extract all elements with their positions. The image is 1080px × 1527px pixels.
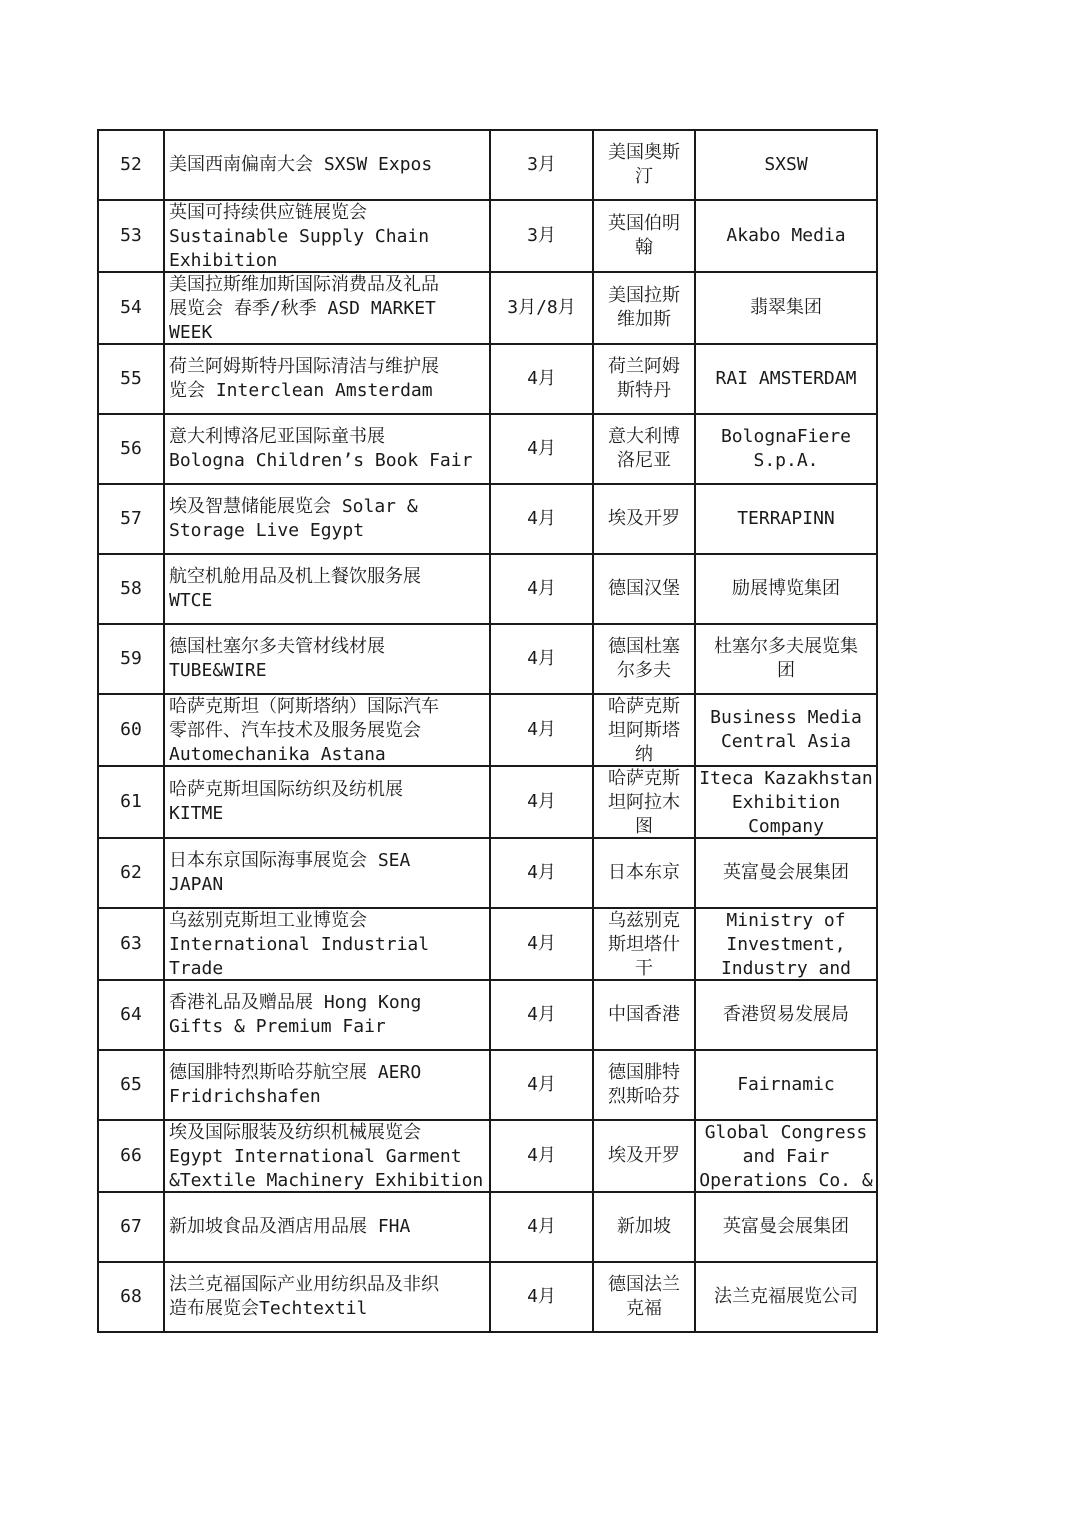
table-row bbox=[98, 554, 877, 624]
organizer-cell bbox=[695, 1262, 877, 1332]
organizer-text: Business Media Central Asia bbox=[710, 707, 862, 752]
organizer-cell bbox=[695, 766, 877, 838]
organizer-cell bbox=[695, 908, 877, 980]
exhibition-name-text: 日本东京国际海事展览会 SEA JAPAN bbox=[169, 850, 411, 895]
exhibition-name-cell bbox=[164, 272, 490, 344]
exhibition-name-text: 香港礼品及赠品展 Hong Kong Gifts & Premium Fair bbox=[169, 992, 422, 1037]
exhibition-name-text: 德国杜塞尔多夫管材线材展 TUBE&WIRE bbox=[169, 636, 385, 681]
row-number-text: 66 bbox=[120, 1145, 142, 1166]
month-text: 3月/8月 bbox=[507, 297, 576, 318]
month-cell bbox=[490, 344, 593, 414]
row-number-cell bbox=[98, 484, 164, 554]
exhibition-name-cell bbox=[164, 766, 490, 838]
month-cell bbox=[490, 272, 593, 344]
exhibition-name-text: 埃及国际服装及纺织机械展览会 Egypt International Garment &Textile Machinery Exhibition bbox=[169, 1122, 484, 1191]
month-text: 3月 bbox=[527, 154, 556, 175]
city-cell bbox=[593, 624, 695, 694]
month-text: 4月 bbox=[527, 1286, 556, 1307]
city-cell bbox=[593, 130, 695, 200]
exhibition-table bbox=[97, 129, 878, 1333]
row-number-cell bbox=[98, 130, 164, 200]
organizer-text: 香港贸易发展局 bbox=[723, 1004, 849, 1025]
city-cell bbox=[593, 344, 695, 414]
row-number-text: 59 bbox=[120, 648, 142, 669]
table-row bbox=[98, 130, 877, 200]
month-cell bbox=[490, 554, 593, 624]
month-cell bbox=[490, 484, 593, 554]
row-number-cell bbox=[98, 1192, 164, 1262]
exhibition-name-cell bbox=[164, 1192, 490, 1262]
organizer-text: 英富曼会展集团 bbox=[723, 1216, 849, 1237]
table-row bbox=[98, 484, 877, 554]
row-number-cell bbox=[98, 1050, 164, 1120]
organizer-cell bbox=[695, 414, 877, 484]
city-text: 德国杜塞 尔多夫 bbox=[608, 636, 680, 681]
exhibition-name-text: 哈萨克斯坦（阿斯塔纳）国际汽车 零部件、汽车技术及服务展览会 Automechanika Astana bbox=[169, 696, 439, 765]
month-cell bbox=[490, 838, 593, 908]
organizer-cell bbox=[695, 624, 877, 694]
city-text: 德国法兰 克福 bbox=[608, 1274, 680, 1319]
city-cell bbox=[593, 838, 695, 908]
table-row bbox=[98, 344, 877, 414]
city-cell bbox=[593, 908, 695, 980]
table-row bbox=[98, 414, 877, 484]
row-number-text: 57 bbox=[120, 508, 142, 529]
row-number-cell bbox=[98, 908, 164, 980]
organizer-cell bbox=[695, 130, 877, 200]
month-text: 4月 bbox=[527, 648, 556, 669]
exhibition-name-cell bbox=[164, 130, 490, 200]
exhibition-name-text: 法兰克福国际产业用纺织品及非织 造布展览会Techtextil bbox=[169, 1274, 439, 1319]
month-cell bbox=[490, 694, 593, 766]
exhibition-name-cell bbox=[164, 908, 490, 980]
month-text: 3月 bbox=[527, 225, 556, 246]
row-number-text: 58 bbox=[120, 578, 142, 599]
city-text: 乌兹别克 斯坦塔什 干 bbox=[608, 910, 680, 979]
exhibition-name-text: 荷兰阿姆斯特丹国际清洁与维护展 览会 Interclean Amsterdam bbox=[169, 356, 439, 401]
table-row bbox=[98, 272, 877, 344]
exhibition-name-text: 意大利博洛尼亚国际童书展 Bologna Children’s Book Fair bbox=[169, 426, 473, 471]
month-text: 4月 bbox=[527, 438, 556, 459]
city-text: 哈萨克斯 坦阿斯塔 纳 bbox=[608, 696, 680, 765]
month-cell bbox=[490, 624, 593, 694]
exhibition-name-cell bbox=[164, 200, 490, 272]
organizer-cell bbox=[695, 1050, 877, 1120]
month-cell bbox=[490, 200, 593, 272]
city-text: 日本东京 bbox=[608, 862, 680, 883]
month-cell bbox=[490, 1120, 593, 1192]
row-number-cell bbox=[98, 554, 164, 624]
exhibition-name-cell bbox=[164, 838, 490, 908]
organizer-cell bbox=[695, 1192, 877, 1262]
table-row bbox=[98, 1192, 877, 1262]
table-row bbox=[98, 1262, 877, 1332]
exhibition-name-cell bbox=[164, 484, 490, 554]
table-row bbox=[98, 1050, 877, 1120]
exhibition-name-cell bbox=[164, 980, 490, 1050]
month-text: 4月 bbox=[527, 368, 556, 389]
month-text: 4月 bbox=[527, 1004, 556, 1025]
exhibition-name-cell bbox=[164, 1120, 490, 1192]
city-text: 美国奥斯 汀 bbox=[608, 142, 680, 187]
city-cell bbox=[593, 414, 695, 484]
exhibition-name-text: 新加坡食品及酒店用品展 FHA bbox=[169, 1216, 411, 1237]
city-text: 荷兰阿姆 斯特丹 bbox=[608, 356, 680, 401]
organizer-text: BolognaFiere S.p.A. bbox=[720, 426, 852, 471]
row-number-text: 52 bbox=[120, 154, 142, 175]
table-row bbox=[98, 908, 877, 980]
city-text: 埃及开罗 bbox=[608, 1145, 680, 1166]
row-number-text: 63 bbox=[120, 933, 142, 954]
city-cell bbox=[593, 694, 695, 766]
month-cell bbox=[490, 130, 593, 200]
row-number-cell bbox=[98, 766, 164, 838]
table-row bbox=[98, 694, 877, 766]
row-number-cell bbox=[98, 200, 164, 272]
row-number-text: 56 bbox=[120, 438, 142, 459]
organizer-cell bbox=[695, 694, 877, 766]
row-number-text: 55 bbox=[120, 368, 142, 389]
month-cell bbox=[490, 1262, 593, 1332]
city-text: 埃及开罗 bbox=[608, 508, 680, 529]
organizer-text: 励展博览集团 bbox=[732, 578, 840, 599]
table-row bbox=[98, 624, 877, 694]
month-text: 4月 bbox=[527, 1074, 556, 1095]
month-text: 4月 bbox=[527, 1216, 556, 1237]
organizer-text: SXSW bbox=[764, 154, 808, 175]
exhibition-name-cell bbox=[164, 1262, 490, 1332]
exhibition-name-cell bbox=[164, 1050, 490, 1120]
exhibition-name-cell bbox=[164, 344, 490, 414]
organizer-text: Fairnamic bbox=[737, 1074, 835, 1095]
organizer-text: TERRAPINN bbox=[737, 508, 835, 529]
month-cell bbox=[490, 1050, 593, 1120]
row-number-text: 53 bbox=[120, 225, 142, 246]
month-text: 4月 bbox=[527, 508, 556, 529]
city-cell bbox=[593, 1050, 695, 1120]
exhibition-name-text: 哈萨克斯坦国际纺织及纺机展 KITME bbox=[169, 779, 403, 824]
row-number-text: 60 bbox=[120, 719, 142, 740]
month-text: 4月 bbox=[527, 1145, 556, 1166]
city-cell bbox=[593, 484, 695, 554]
city-cell bbox=[593, 200, 695, 272]
exhibition-name-cell bbox=[164, 414, 490, 484]
organizer-cell bbox=[695, 344, 877, 414]
month-cell bbox=[490, 414, 593, 484]
organizer-text: Ministry of Investment, Industry and bbox=[720, 910, 852, 979]
month-text: 4月 bbox=[527, 578, 556, 599]
row-number-cell bbox=[98, 694, 164, 766]
city-cell bbox=[593, 1262, 695, 1332]
city-text: 意大利博 洛尼亚 bbox=[608, 426, 680, 471]
exhibition-name-cell bbox=[164, 694, 490, 766]
row-number-cell bbox=[98, 1120, 164, 1192]
city-cell bbox=[593, 554, 695, 624]
exhibition-name-text: 美国拉斯维加斯国际消费品及礼品 展览会 春季/秋季 ASD MARKET WEEK bbox=[169, 274, 439, 343]
table-row bbox=[98, 766, 877, 838]
organizer-cell bbox=[695, 484, 877, 554]
exhibition-name-text: 埃及智慧储能展览会 Solar & Storage Live Egypt bbox=[169, 496, 418, 541]
city-cell bbox=[593, 980, 695, 1050]
organizer-text: 英富曼会展集团 bbox=[723, 862, 849, 883]
city-text: 中国香港 bbox=[608, 1004, 680, 1025]
month-text: 4月 bbox=[527, 791, 556, 812]
organizer-text: Akabo Media bbox=[726, 225, 846, 246]
table-row bbox=[98, 1120, 877, 1192]
organizer-cell bbox=[695, 200, 877, 272]
exhibition-name-text: 航空机舱用品及机上餐饮服务展 WTCE bbox=[169, 566, 421, 611]
city-text: 美国拉斯 维加斯 bbox=[608, 285, 680, 330]
exhibition-name-text: 英国可持续供应链展览会 Sustainable Supply Chain Exhibition bbox=[169, 202, 430, 271]
organizer-cell bbox=[695, 272, 877, 344]
row-number-cell bbox=[98, 344, 164, 414]
city-cell bbox=[593, 1120, 695, 1192]
organizer-cell bbox=[695, 980, 877, 1050]
organizer-text: 翡翠集团 bbox=[750, 297, 822, 318]
row-number-cell bbox=[98, 272, 164, 344]
city-cell bbox=[593, 272, 695, 344]
exhibition-name-text: 美国西南偏南大会 SXSW Expos bbox=[169, 154, 433, 175]
row-number-text: 68 bbox=[120, 1286, 142, 1307]
row-number-cell bbox=[98, 414, 164, 484]
row-number-cell bbox=[98, 624, 164, 694]
organizer-text: 杜塞尔多夫展览集 团 bbox=[714, 636, 858, 681]
table-row bbox=[98, 980, 877, 1050]
month-text: 4月 bbox=[527, 719, 556, 740]
row-number-text: 64 bbox=[120, 1004, 142, 1025]
row-number-text: 65 bbox=[120, 1074, 142, 1095]
row-number-cell bbox=[98, 980, 164, 1050]
table-body bbox=[98, 130, 877, 1332]
row-number-text: 54 bbox=[120, 297, 142, 318]
organizer-cell bbox=[695, 554, 877, 624]
organizer-text: Iteca Kazakhstan Exhibition Company bbox=[699, 768, 873, 837]
city-text: 德国腓特 烈斯哈芬 bbox=[608, 1062, 680, 1107]
month-cell bbox=[490, 908, 593, 980]
city-text: 哈萨克斯 坦阿拉木 图 bbox=[608, 768, 680, 837]
month-cell bbox=[490, 1192, 593, 1262]
row-number-cell bbox=[98, 838, 164, 908]
city-cell bbox=[593, 766, 695, 838]
table-row bbox=[98, 200, 877, 272]
table-row bbox=[98, 838, 877, 908]
organizer-cell bbox=[695, 1120, 877, 1192]
row-number-text: 61 bbox=[120, 791, 142, 812]
month-cell bbox=[490, 980, 593, 1050]
month-text: 4月 bbox=[527, 933, 556, 954]
city-text: 德国汉堡 bbox=[608, 578, 680, 599]
exhibition-name-text: 乌兹别克斯坦工业博览会 International Industrial Trade bbox=[169, 910, 430, 979]
month-cell bbox=[490, 766, 593, 838]
month-text: 4月 bbox=[527, 862, 556, 883]
row-number-cell bbox=[98, 1262, 164, 1332]
exhibition-name-cell bbox=[164, 554, 490, 624]
exhibition-name-text: 德国腓特烈斯哈芬航空展 AERO Fridrichshafen bbox=[169, 1062, 422, 1107]
organizer-text: 法兰克福展览公司 bbox=[714, 1286, 858, 1307]
row-number-text: 62 bbox=[120, 862, 142, 883]
city-text: 英国伯明 翰 bbox=[608, 213, 680, 258]
organizer-text: Global Congress and Fair Operations Co. & bbox=[699, 1122, 873, 1191]
row-number-text: 67 bbox=[120, 1216, 142, 1237]
city-text: 新加坡 bbox=[617, 1216, 671, 1237]
organizer-text: RAI AMSTERDAM bbox=[715, 368, 857, 389]
organizer-cell bbox=[695, 838, 877, 908]
exhibition-name-cell bbox=[164, 624, 490, 694]
city-cell bbox=[593, 1192, 695, 1262]
